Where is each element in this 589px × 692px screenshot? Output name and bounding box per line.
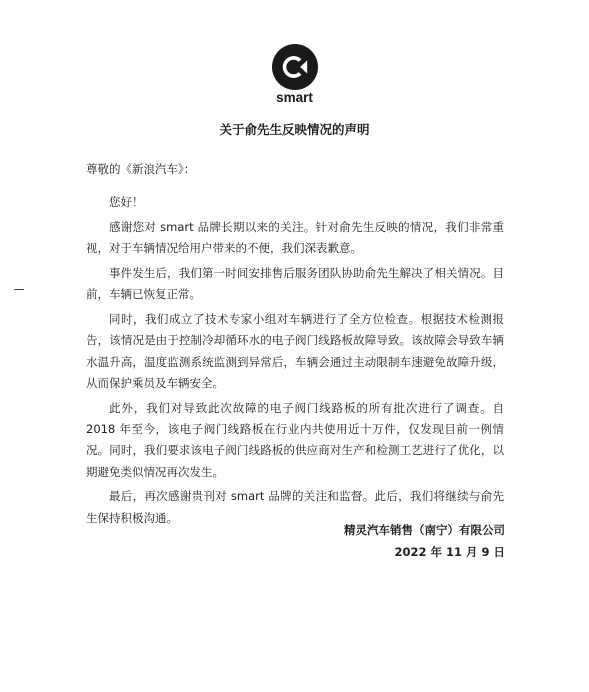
paragraph-investigation: 此外，我们对导致此次故障的电子阀门线路板的所有批次进行了调查。自 2018 年至今，该电子阀门线路板在行业内共使用近十万件，仅发现目前一例情况。同时，我们要求该电子阀门线路板的供应商对生产和检测工艺进行了优化，以期避免类似情况再次发生。 [86,400,504,479]
paragraph-inspection: 同时，我们成立了技术专家小组对车辆进行了全方位检查。根据技术检测报告，该情况是由于控制冷却循环水的电子阀门线路板故障导致。该故障会导致车辆水温升高，温度监测系统监测到异常后，车辆会通过主动限制车速避免故障升级，从而保护乘员及车辆安全。 [86,311,504,390]
paragraph-greeting: 您好！ [109,195,144,209]
paragraph-closing: 最后，再次感谢贵刊对 smart 品牌的关注和监督。此后，我们将继续与俞先生保持积极沟通。 [86,489,504,525]
paragraph-response: 事件发生后，我们第一时间安排售后服务团队协助俞先生解决了相关情况。目前，车辆已恢复正常。 [86,265,504,302]
paragraph-thanks: 感谢您对 smart 品牌长期以来的关注。针对俞先生反映的情况，我们非常重视，对于车辆情况给用户带来的不便，我们深表歉意。 [86,219,504,256]
smart-logo-icon [272,44,318,90]
statement-body [86,192,504,532]
brand-logo [0,44,589,106]
signature-company: 精灵汽车销售（南宁）有限公司 [344,523,505,537]
signature-date: 2022 年 11 月 9 日 [394,545,505,559]
salutation: 尊敬的《新浪汽车》： [86,162,196,176]
page-title: 关于俞先生反映情况的声明 [219,122,370,137]
margin-mark [14,289,24,290]
brand-wordmark: smart [276,90,313,105]
